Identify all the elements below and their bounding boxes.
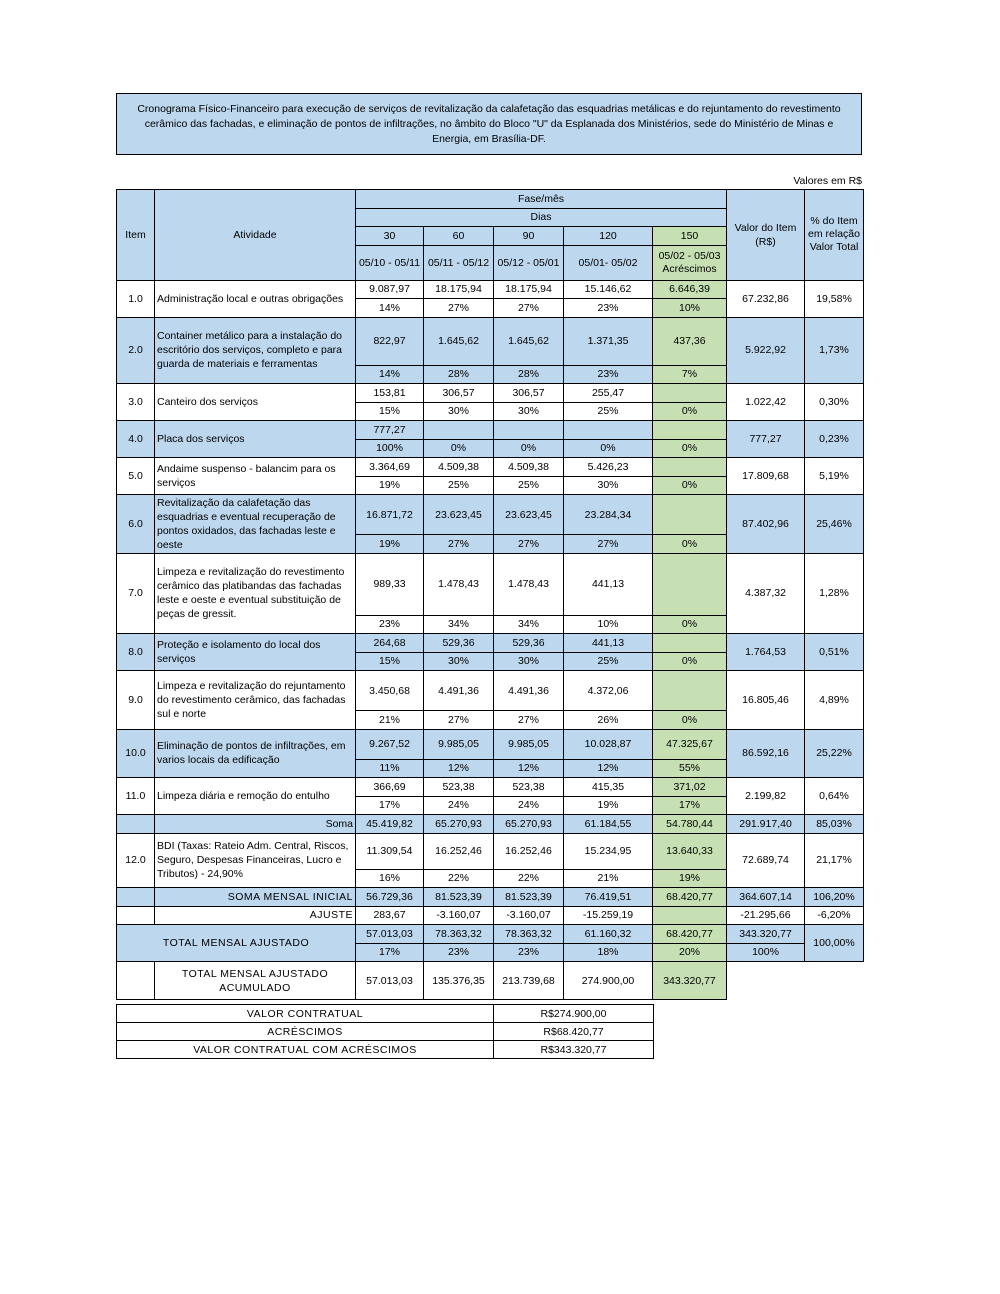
item-activity: Proteção e isolamento do local dos serviços xyxy=(155,634,356,671)
item-value: 16.871,72 xyxy=(356,495,424,535)
item-number: 3.0 xyxy=(117,384,155,421)
item-value: 1.645,62 xyxy=(494,317,564,365)
item-number: 8.0 xyxy=(117,634,155,671)
item-value xyxy=(564,421,653,440)
soma-mensal-label: SOMA MENSAL INICIAL xyxy=(155,888,356,907)
item-value: 264,68 xyxy=(356,634,424,653)
item-total: 4.387,32 xyxy=(727,553,805,634)
item-percent: 12% xyxy=(494,759,564,778)
item-total: 1.764,53 xyxy=(727,634,805,671)
item-percent: 27% xyxy=(494,535,564,554)
item-percent: 10% xyxy=(564,615,653,634)
acumulado-item xyxy=(117,962,155,1000)
soma-value: 65.270,93 xyxy=(424,815,494,834)
soma-total: 291.917,40 xyxy=(727,815,805,834)
total-ajustado-share: 100,00% xyxy=(805,925,864,962)
item-percent: 19% xyxy=(564,796,653,815)
total-ajustado-percent: 18% xyxy=(564,943,653,962)
total-ajustado-percent: 23% xyxy=(424,943,494,962)
total-ajustado-total-pct: 100% xyxy=(727,943,805,962)
item-percent: 28% xyxy=(424,365,494,384)
item-percent: 0% xyxy=(564,439,653,458)
item-percent: 30% xyxy=(494,402,564,421)
bdi-percent: 16% xyxy=(356,869,424,888)
bdi-item: 12.0 xyxy=(117,833,155,888)
item-percent: 100% xyxy=(356,439,424,458)
bdi-value: 16.252,46 xyxy=(424,833,494,869)
soma-value: 61.184,55 xyxy=(564,815,653,834)
item-percent: 30% xyxy=(424,652,494,671)
item-percent: 14% xyxy=(356,299,424,318)
item-percent: 0% xyxy=(653,615,727,634)
acumulado-empty xyxy=(805,962,864,1000)
item-share: 25,22% xyxy=(805,729,864,778)
item-row xyxy=(117,634,864,653)
ajuste-value: -3.160,07 xyxy=(424,906,494,925)
bdi-percent: 22% xyxy=(424,869,494,888)
item-activity: Limpeza diária e remoção do entulho xyxy=(155,778,356,815)
item-number: 4.0 xyxy=(117,421,155,458)
item-row xyxy=(117,553,864,615)
item-value: 366,69 xyxy=(356,778,424,797)
item-row xyxy=(117,384,864,403)
soma-mensal-value: 81.523,39 xyxy=(424,888,494,907)
item-percent: 10% xyxy=(653,299,727,318)
item-share: 0,64% xyxy=(805,778,864,815)
item-value: 523,38 xyxy=(424,778,494,797)
item-value: 529,36 xyxy=(494,634,564,653)
item-percent: 30% xyxy=(494,652,564,671)
soma-mensal-total: 364.607,14 xyxy=(727,888,805,907)
item-row xyxy=(117,317,864,365)
item-number: 7.0 xyxy=(117,553,155,634)
page-title: Cronograma Físico-Financeiro para execução de serviços de revitalização da calafetação das esquadrias metálicas e do rejuntamento do revestimento cerâmico das fachadas, e eliminação de pontos de infiltrações, no âmbito do Bloco "U" da Esplanada dos Ministérios, sede do Ministério de Minas e Energia, em Brasília-DF. xyxy=(116,93,862,155)
item-value: 47.325,67 xyxy=(653,729,727,759)
item-percent: 24% xyxy=(424,796,494,815)
summary-label: VALOR CONTRATUAL COM ACRÉSCIMOS xyxy=(117,1041,494,1059)
item-value: 1.478,43 xyxy=(424,553,494,615)
summary-value: R$274.900,00 xyxy=(494,1005,654,1023)
item-value: 306,57 xyxy=(494,384,564,403)
item-percent: 23% xyxy=(564,299,653,318)
summary-value: R$343.320,77 xyxy=(494,1041,654,1059)
bdi-value: 11.309,54 xyxy=(356,833,424,869)
ajuste-share: -6,20% xyxy=(805,906,864,925)
item-value: 9.087,97 xyxy=(356,280,424,299)
item-percent: 26% xyxy=(564,711,653,730)
item-value: 15.146,62 xyxy=(564,280,653,299)
item-value xyxy=(653,421,727,440)
item-value: 255,47 xyxy=(564,384,653,403)
item-value: 777,27 xyxy=(356,421,424,440)
item-number: 6.0 xyxy=(117,495,155,554)
schedule-table xyxy=(116,189,864,1000)
summary-row xyxy=(117,1023,654,1041)
header-day-60: 60 xyxy=(424,227,494,246)
item-percent: 27% xyxy=(564,535,653,554)
item-percent: 0% xyxy=(653,439,727,458)
item-activity: Limpeza e revitalização do rejuntamento do revestimento cerâmico, das fachadas sul e norte xyxy=(155,671,356,730)
item-value xyxy=(653,495,727,535)
header-row xyxy=(117,190,864,209)
item-percent: 12% xyxy=(424,759,494,778)
ajuste-value xyxy=(653,906,727,925)
item-percent: 27% xyxy=(424,535,494,554)
item-share: 19,58% xyxy=(805,280,864,317)
item-percent: 12% xyxy=(564,759,653,778)
item-share: 1,73% xyxy=(805,317,864,384)
item-value xyxy=(653,634,727,653)
item-percent: 19% xyxy=(356,476,424,495)
item-value: 23.623,45 xyxy=(494,495,564,535)
acumulado-empty xyxy=(727,962,805,1000)
header-period-3: 05/12 - 05/01 xyxy=(494,245,564,280)
item-number: 5.0 xyxy=(117,458,155,495)
bdi-percent: 21% xyxy=(564,869,653,888)
item-value: 306,57 xyxy=(424,384,494,403)
item-row xyxy=(117,495,864,535)
soma-mensal-value: 56.729,36 xyxy=(356,888,424,907)
item-value: 4.491,36 xyxy=(424,671,494,711)
item-value: 415,35 xyxy=(564,778,653,797)
total-ajustado-percent: 17% xyxy=(356,943,424,962)
item-value: 18.175,94 xyxy=(424,280,494,299)
header-period-2: 05/11 - 05/12 xyxy=(424,245,494,280)
item-value: 9.985,05 xyxy=(494,729,564,759)
header-period-4: 05/01- 05/02 xyxy=(564,245,653,280)
header-fase: Fase/mês xyxy=(356,190,727,209)
item-percent: 30% xyxy=(424,402,494,421)
acumulado-value: 57.013,03 xyxy=(356,962,424,1000)
item-total: 777,27 xyxy=(727,421,805,458)
item-total: 67.232,86 xyxy=(727,280,805,317)
item-value: 529,36 xyxy=(424,634,494,653)
total-ajustado-total: 343.320,77 xyxy=(727,925,805,944)
soma-value: 54.780,44 xyxy=(653,815,727,834)
item-percent: 7% xyxy=(653,365,727,384)
bdi-activity: BDI (Taxas: Rateio Adm. Central, Riscos, Seguro, Despesas Financeiras, Lucro e Tributos) - 24,90% xyxy=(155,833,356,888)
header-atividade: Atividade xyxy=(155,190,356,281)
soma-row xyxy=(117,815,864,834)
header-day-150: 150 xyxy=(653,227,727,246)
total-ajustado-value: 78.363,32 xyxy=(424,925,494,944)
item-value: 371,02 xyxy=(653,778,727,797)
header-day-120: 120 xyxy=(564,227,653,246)
item-row xyxy=(117,458,864,477)
bdi-value: 13.640,33 xyxy=(653,833,727,869)
header-pct-item: % do Item em relação Valor Total xyxy=(805,190,864,281)
item-percent: 28% xyxy=(494,365,564,384)
summary-label: VALOR CONTRATUAL xyxy=(117,1005,494,1023)
item-value: 10.028,87 xyxy=(564,729,653,759)
item-value: 441,13 xyxy=(564,553,653,615)
item-value: 18.175,94 xyxy=(494,280,564,299)
item-value: 5.426,23 xyxy=(564,458,653,477)
item-value xyxy=(653,671,727,711)
item-percent: 25% xyxy=(564,402,653,421)
header-day-30: 30 xyxy=(356,227,424,246)
item-percent: 11% xyxy=(356,759,424,778)
total-ajustado-row xyxy=(117,925,864,944)
item-percent: 17% xyxy=(653,796,727,815)
ajuste-total: -21.295,66 xyxy=(727,906,805,925)
header-item: Item xyxy=(117,190,155,281)
bdi-percent: 19% xyxy=(653,869,727,888)
item-value: 3.364,69 xyxy=(356,458,424,477)
soma-mensal-share: 106,20% xyxy=(805,888,864,907)
item-value: 989,33 xyxy=(356,553,424,615)
acumulado-label: TOTAL MENSAL AJUSTADO ACUMULADO xyxy=(155,962,356,1000)
item-share: 1,28% xyxy=(805,553,864,634)
soma-label: Soma xyxy=(155,815,356,834)
total-ajustado-value: 61.160,32 xyxy=(564,925,653,944)
ajuste-value: -3.160,07 xyxy=(494,906,564,925)
total-ajustado-percent: 23% xyxy=(494,943,564,962)
item-number: 2.0 xyxy=(117,317,155,384)
bdi-total: 72.689,74 xyxy=(727,833,805,888)
item-percent: 0% xyxy=(424,439,494,458)
item-value: 4.509,38 xyxy=(494,458,564,477)
summary-label: ACRÉSCIMOS xyxy=(117,1023,494,1041)
soma-value: 65.270,93 xyxy=(494,815,564,834)
item-value: 1.371,35 xyxy=(564,317,653,365)
ajuste-item xyxy=(117,906,155,925)
item-activity: Revitalização da calafetação das esquadrias e eventual recuperação de pontos oxidados, das fachadas leste e oeste xyxy=(155,495,356,554)
summary-table xyxy=(116,1004,654,1059)
item-percent: 14% xyxy=(356,365,424,384)
item-number: 9.0 xyxy=(117,671,155,730)
item-percent: 23% xyxy=(564,365,653,384)
item-percent: 21% xyxy=(356,711,424,730)
acumulado-value: 274.900,00 xyxy=(564,962,653,1000)
header-dias: Dias xyxy=(356,208,727,227)
item-total: 2.199,82 xyxy=(727,778,805,815)
item-activity: Eliminação de pontos de infiltrações, em varios locais da edificação xyxy=(155,729,356,778)
soma-mensal-value: 76.419,51 xyxy=(564,888,653,907)
item-percent: 0% xyxy=(653,535,727,554)
item-percent: 0% xyxy=(653,402,727,421)
item-percent: 25% xyxy=(494,476,564,495)
total-ajustado-percent: 20% xyxy=(653,943,727,962)
acumulado-value: 135.376,35 xyxy=(424,962,494,1000)
item-activity: Placa dos serviços xyxy=(155,421,356,458)
item-percent: 17% xyxy=(356,796,424,815)
ajuste-value: 283,67 xyxy=(356,906,424,925)
item-value: 9.985,05 xyxy=(424,729,494,759)
item-number: 11.0 xyxy=(117,778,155,815)
item-activity: Container metálico para a instalação do escritório dos serviços, completo e para guarda de materiais e ferramentas xyxy=(155,317,356,384)
header-period-1: 05/10 - 05/11 xyxy=(356,245,424,280)
header-day-90: 90 xyxy=(494,227,564,246)
item-value xyxy=(653,384,727,403)
item-percent: 24% xyxy=(494,796,564,815)
item-total: 86.592,16 xyxy=(727,729,805,778)
total-ajustado-label: TOTAL MENSAL AJUSTADO xyxy=(117,925,356,962)
item-percent: 0% xyxy=(653,711,727,730)
item-share: 0,23% xyxy=(805,421,864,458)
summary-value: R$68.420,77 xyxy=(494,1023,654,1041)
item-percent: 0% xyxy=(494,439,564,458)
acumulado-value: 213.739,68 xyxy=(494,962,564,1000)
item-percent: 0% xyxy=(653,476,727,495)
bdi-row xyxy=(117,833,864,869)
item-value xyxy=(653,553,727,615)
soma-mensal-value: 81.523,39 xyxy=(494,888,564,907)
summary-row xyxy=(117,1005,654,1023)
item-value: 4.372,06 xyxy=(564,671,653,711)
summary-row xyxy=(117,1041,654,1059)
item-value: 1.478,43 xyxy=(494,553,564,615)
item-value xyxy=(494,421,564,440)
ajuste-label: AJUSTE xyxy=(155,906,356,925)
item-share: 4,89% xyxy=(805,671,864,730)
acumulado-row xyxy=(117,962,864,1000)
soma-value: 45.419,82 xyxy=(356,815,424,834)
ajuste-value: -15.259,19 xyxy=(564,906,653,925)
item-value xyxy=(653,458,727,477)
item-row xyxy=(117,729,864,759)
item-total: 17.809,68 xyxy=(727,458,805,495)
item-percent: 27% xyxy=(424,299,494,318)
item-percent: 27% xyxy=(424,711,494,730)
item-value: 437,36 xyxy=(653,317,727,365)
item-value: 9.267,52 xyxy=(356,729,424,759)
item-percent: 19% xyxy=(356,535,424,554)
item-share: 25,46% xyxy=(805,495,864,554)
bdi-value: 15.234,95 xyxy=(564,833,653,869)
item-percent: 15% xyxy=(356,402,424,421)
item-percent: 15% xyxy=(356,652,424,671)
item-row xyxy=(117,421,864,440)
item-value: 23.284,34 xyxy=(564,495,653,535)
soma-item xyxy=(117,815,155,834)
item-percent: 34% xyxy=(424,615,494,634)
item-row xyxy=(117,280,864,299)
item-value: 822,97 xyxy=(356,317,424,365)
item-percent: 30% xyxy=(564,476,653,495)
ajuste-row xyxy=(117,906,864,925)
item-value: 23.623,45 xyxy=(424,495,494,535)
soma-mensal-value: 68.420,77 xyxy=(653,888,727,907)
item-total: 16.805,46 xyxy=(727,671,805,730)
item-activity: Administração local e outras obrigações xyxy=(155,280,356,317)
item-percent: 25% xyxy=(424,476,494,495)
item-value: 1.645,62 xyxy=(424,317,494,365)
item-percent: 0% xyxy=(653,652,727,671)
total-ajustado-value: 78.363,32 xyxy=(494,925,564,944)
item-value: 3.450,68 xyxy=(356,671,424,711)
item-percent: 23% xyxy=(356,615,424,634)
item-total: 5.922,92 xyxy=(727,317,805,384)
soma-share: 85,03% xyxy=(805,815,864,834)
item-value: 441,13 xyxy=(564,634,653,653)
item-activity: Limpeza e revitalização do revestimento cerâmico das platibandas das fachadas leste e oeste e eventual substituição de peças de gressit. xyxy=(155,553,356,634)
item-percent: 25% xyxy=(564,652,653,671)
item-row xyxy=(117,778,864,797)
item-number: 10.0 xyxy=(117,729,155,778)
item-value: 6.646,39 xyxy=(653,280,727,299)
item-value: 153,81 xyxy=(356,384,424,403)
item-share: 0,30% xyxy=(805,384,864,421)
item-total: 1.022,42 xyxy=(727,384,805,421)
item-total: 87.402,96 xyxy=(727,495,805,554)
acumulado-value: 343.320,77 xyxy=(653,962,727,1000)
soma-mensal-row xyxy=(117,888,864,907)
bdi-percent: 22% xyxy=(494,869,564,888)
total-ajustado-value: 68.420,77 xyxy=(653,925,727,944)
item-activity: Andaime suspenso - balancim para os serviços xyxy=(155,458,356,495)
item-number: 1.0 xyxy=(117,280,155,317)
soma-mensal-item xyxy=(117,888,155,907)
total-ajustado-value: 57.013,03 xyxy=(356,925,424,944)
item-activity: Canteiro dos serviços xyxy=(155,384,356,421)
item-percent: 55% xyxy=(653,759,727,778)
item-share: 5,19% xyxy=(805,458,864,495)
item-value xyxy=(424,421,494,440)
header-valor-item: Valor do Item (R$) xyxy=(727,190,805,281)
item-percent: 27% xyxy=(494,711,564,730)
item-value: 4.509,38 xyxy=(424,458,494,477)
header-period-5: 05/02 - 05/03 Acréscimos xyxy=(653,245,727,280)
bdi-share: 21,17% xyxy=(805,833,864,888)
item-row xyxy=(117,671,864,711)
item-value: 4.491,36 xyxy=(494,671,564,711)
currency-note: Valores em R$ xyxy=(793,175,862,187)
item-percent: 27% xyxy=(494,299,564,318)
item-value: 523,38 xyxy=(494,778,564,797)
item-percent: 34% xyxy=(494,615,564,634)
bdi-value: 16.252,46 xyxy=(494,833,564,869)
item-share: 0,51% xyxy=(805,634,864,671)
